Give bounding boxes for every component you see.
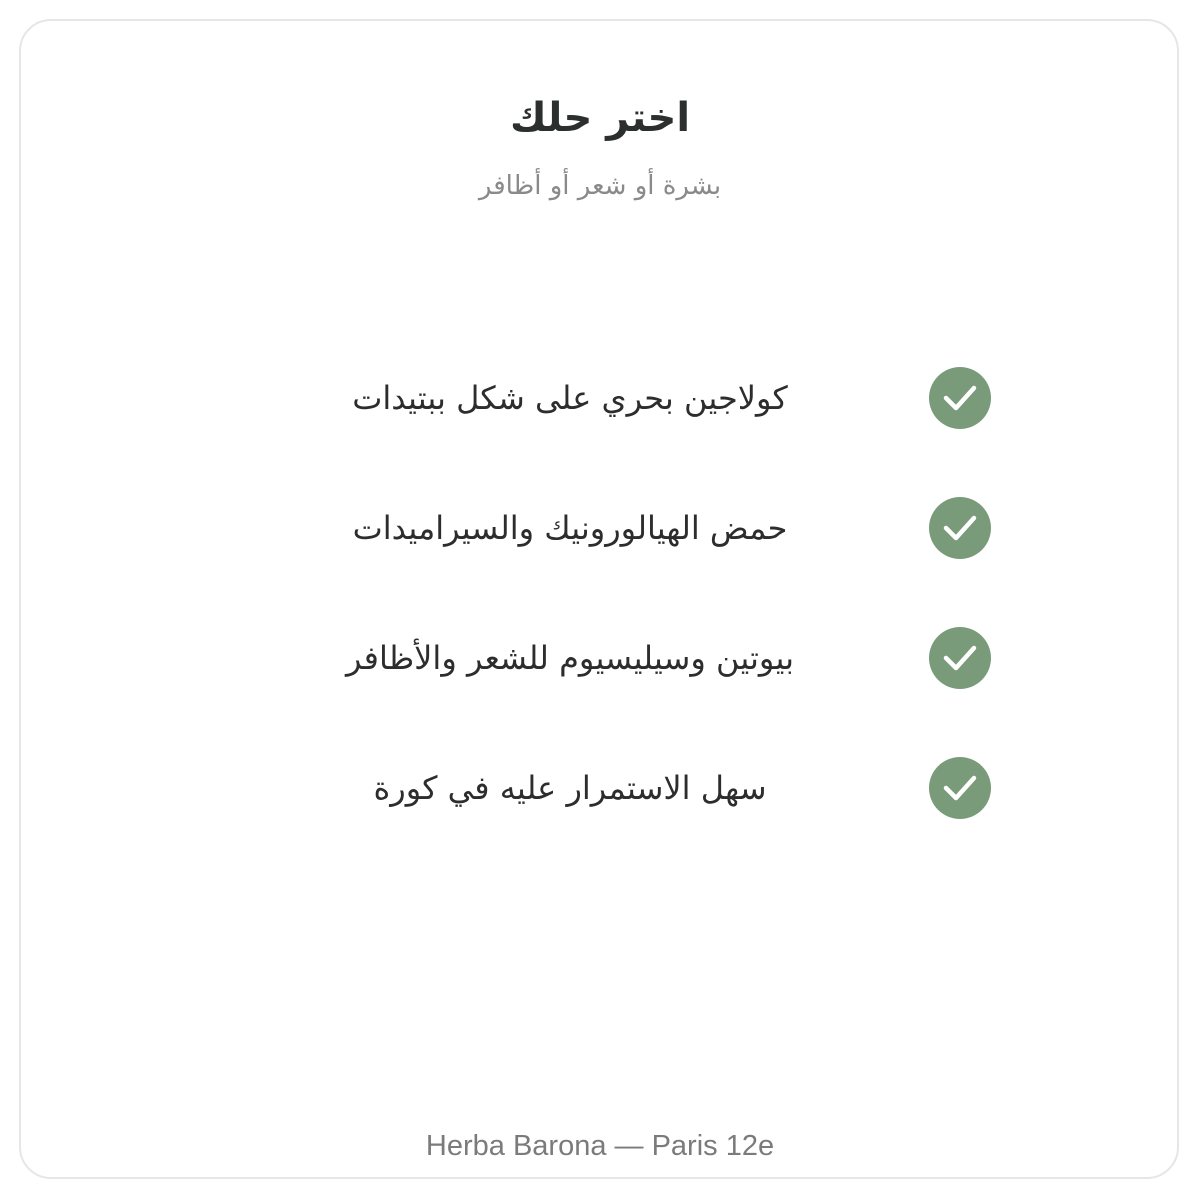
feature-item-hyaluronic [300,496,1000,560]
check-circle-icon [929,367,991,429]
check-circle-icon [929,497,991,559]
feature-label: بيوتين وسيليسيوم للشعر والأظافر [346,639,794,677]
page-subtitle: بشرة أو شعر أو أظافر [478,171,722,201]
feature-item-course [300,756,1000,820]
feature-label: حمض الهيالورونيك والسيراميدات [352,509,788,547]
page-title: اختر حلك [509,95,691,141]
check-circle-icon [929,757,991,819]
check-circle-icon [929,627,991,689]
feature-label: كولاجين بحري على شكل ببتيدات [352,379,788,417]
feature-item-biotin [300,626,1000,690]
footer-brand: Herba Barona — Paris 12e [425,1130,775,1162]
feature-label: سهل الاستمرار عليه في كورة [373,769,767,807]
feature-item-collagen [300,366,1000,430]
